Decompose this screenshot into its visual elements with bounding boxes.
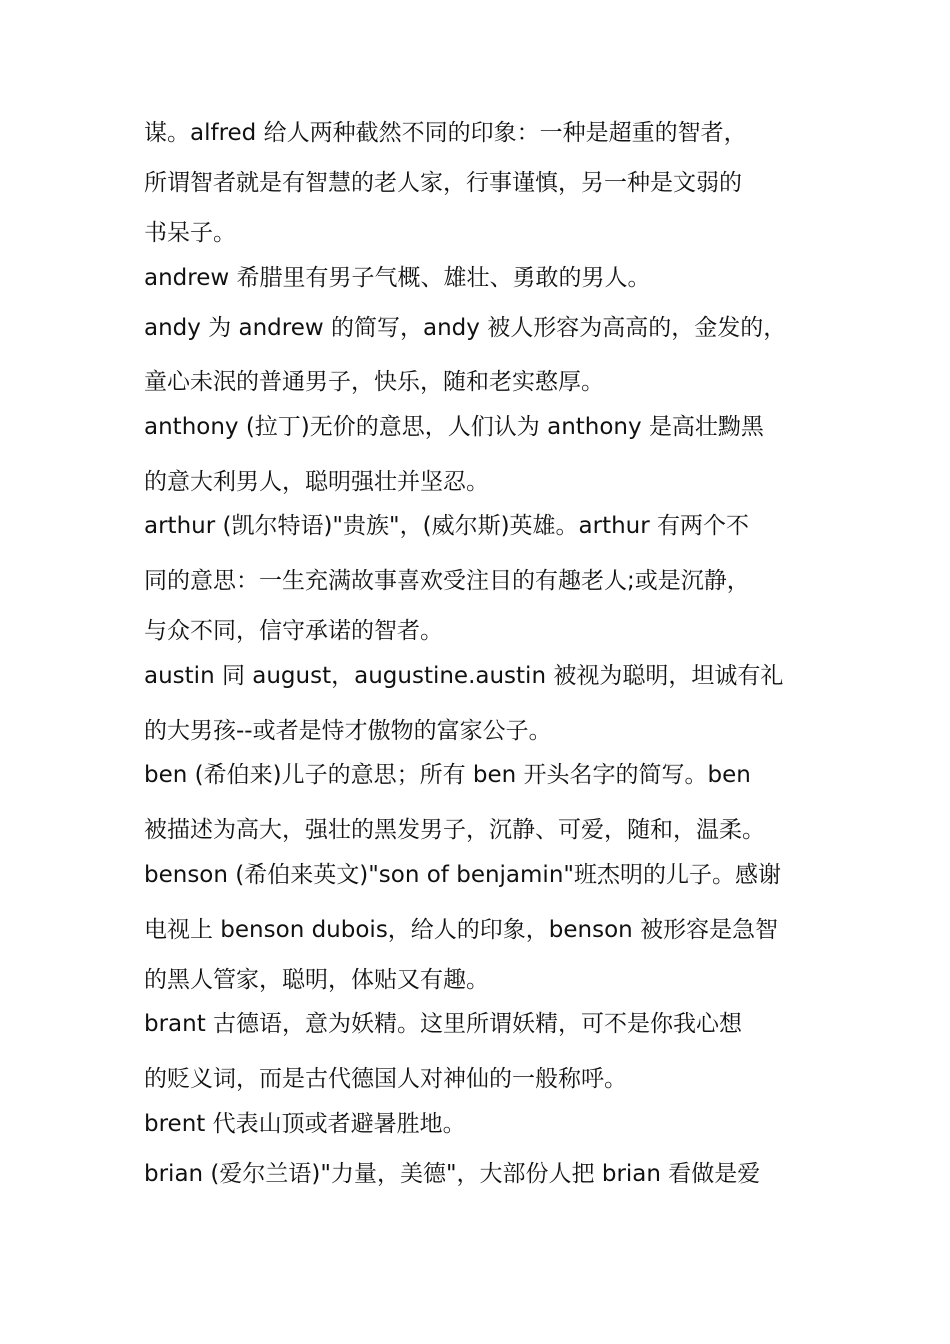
text-line: 被描述为高大，强壮的黑发男子，沉静、可爱，随和，温柔。 — [144, 817, 765, 843]
text-line: anthony (拉丁)无价的意思，人们认为 anthony 是高壮黝黑 — [144, 414, 764, 440]
text-line: 谋。alfred 给人两种截然不同的印象：一种是超重的智者， — [144, 120, 747, 146]
text-line: 的贬义词，而是古代德国人对神仙的一般称呼。 — [144, 1066, 627, 1092]
text-line: austin 同 august，augustine.austin 被视为聪明，坦诚有礼 — [144, 663, 784, 689]
text-line: 的大男孩--或者是恃才傲物的富家公子。 — [144, 718, 552, 744]
text-line: 同的意思：一生充满故事喜欢受注目的有趣老人;或是沉静， — [144, 568, 750, 594]
text-line: 与众不同，信守承诺的智者。 — [144, 618, 443, 644]
text-line: benson (希伯来英文)"son of benjamin"班杰明的儿子。感谢 — [144, 862, 781, 888]
text-line: 童心未泯的普通男子，快乐，随和老实憨厚。 — [144, 369, 604, 395]
text-line: 书呆子。 — [144, 220, 236, 246]
text-line: 电视上 benson dubois，给人的印象，benson 被形容是急智 — [144, 917, 779, 943]
text-line: 的黑人管家，聪明，体贴又有趣。 — [144, 967, 489, 993]
text-line: 所谓智者就是有智慧的老人家，行事谨慎，另一种是文弱的 — [144, 170, 742, 196]
text-line: ben (希伯来)儿子的意思；所有 ben 开头名字的简写。ben — [144, 762, 751, 788]
text-line: brant 古德语，意为妖精。这里所谓妖精，可不是你我心想 — [144, 1011, 743, 1037]
text-line: brian (爱尔兰语)"力量，美德"，大部份人把 brian 看做是爱 — [144, 1161, 761, 1187]
text-line: 的意大利男人，聪明强壮并坚忍。 — [144, 469, 489, 495]
text-line: andy 为 andrew 的简写，andy 被人形容为高高的，金发的， — [144, 315, 787, 341]
text-line: brent 代表山顶或者避暑胜地。 — [144, 1111, 466, 1137]
text-line: arthur (凯尔特语)"贵族"，(威尔斯)英雄。arthur 有两个不 — [144, 513, 750, 539]
text-line: andrew 希腊里有男子气概、雄壮、勇敢的男人。 — [144, 265, 651, 291]
